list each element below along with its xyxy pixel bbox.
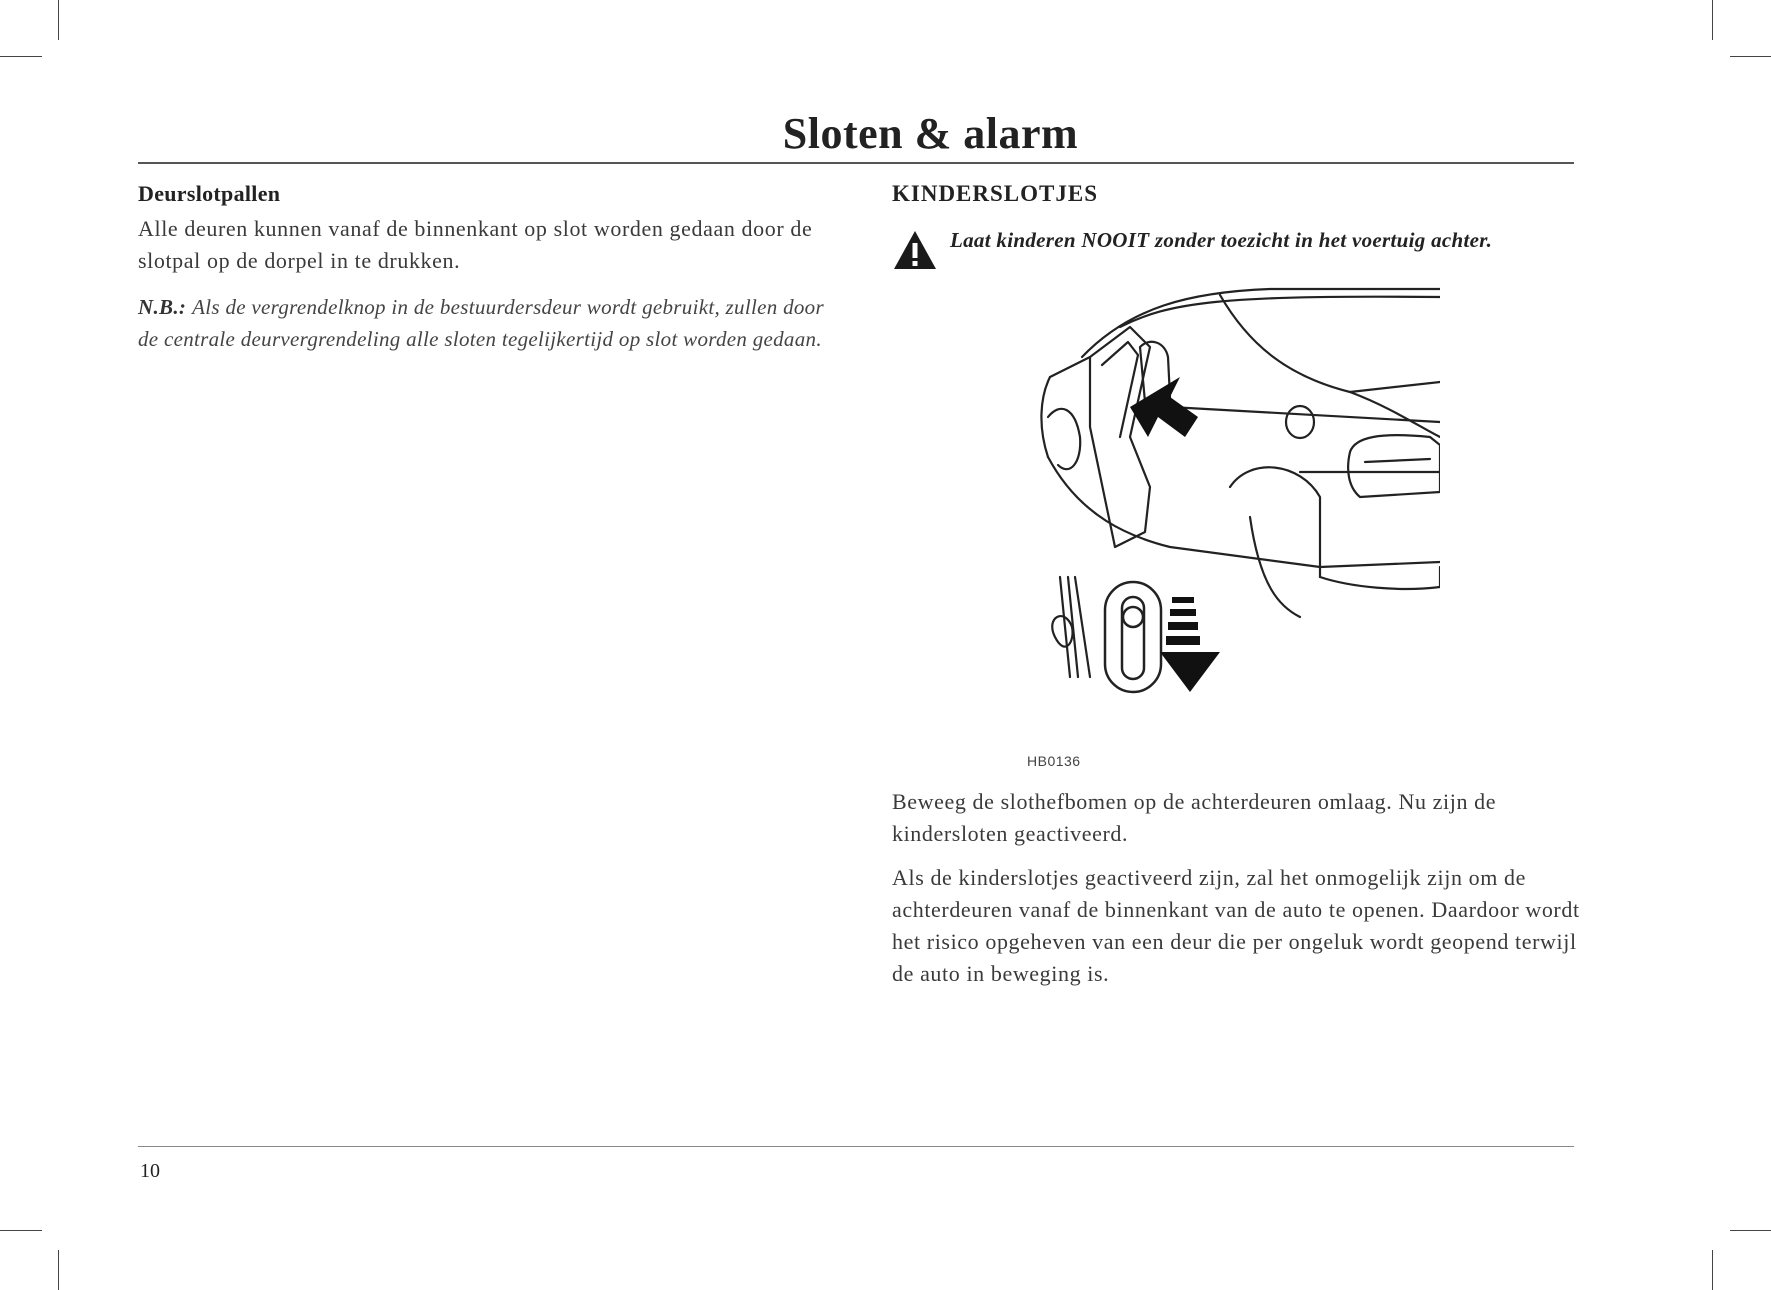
footer-rule [138,1146,1574,1147]
warning-triangle-icon [892,229,938,271]
note-text: Als de vergrendelknop in de bestuurdersdeur wordt gebruikt, zullen door de centrale deurvergrendeling alle sloten tegelijkertijd op slot worden gedaan. [138,295,824,351]
warning-row [892,225,1582,271]
crop-mark [1712,0,1713,40]
crop-mark [0,1230,42,1231]
figure-code: HB0136 [1027,753,1081,769]
crop-mark [1730,56,1771,57]
deurslotpallen-body: Alle deuren kunnen vanaf de binnenkant op slot worden gedaan door de slotpal op de dorpel in te drukken. [138,216,813,273]
note-label: N.B.: [138,295,187,319]
section-heading-deurslotpallen: Deurslotpallen [138,181,281,206]
car-child-lock-illustration [1020,287,1440,727]
kinderslotjes-paragraph-1: Beweeg de slothefbomen op de achterdeuren omlaag. Nu zijn de kindersloten geactiveerd. [892,789,1497,846]
crop-mark [1730,1230,1771,1231]
right-column [892,181,1582,271]
header-rule [138,162,1574,164]
crop-mark [1712,1250,1713,1290]
crop-mark [58,1250,59,1290]
section-heading-kinderslotjes: KINDERSLOTJES [892,181,1099,206]
page-title: Sloten & alarm [782,109,1079,158]
crop-mark [0,56,42,57]
kinderslotjes-paragraph-2: Als de kinderslotjes geactiveerd zijn, zal het onmogelijk zijn om de achterdeuren vanaf de binnenkant van de auto te openen. Daardoor wordt het risico opgeheven van een deur die per ongeluk wordt geopend terwijl de auto in beweging is. [892,865,1580,986]
kinderslotjes-body [892,786,1582,1002]
warning-text: Laat kinderen NOOIT zonder toezicht in het voertuig achter. [950,228,1493,252]
page-number: 10 [140,1160,160,1182]
crop-mark [58,0,59,40]
note [138,291,828,355]
left-column [138,181,828,355]
